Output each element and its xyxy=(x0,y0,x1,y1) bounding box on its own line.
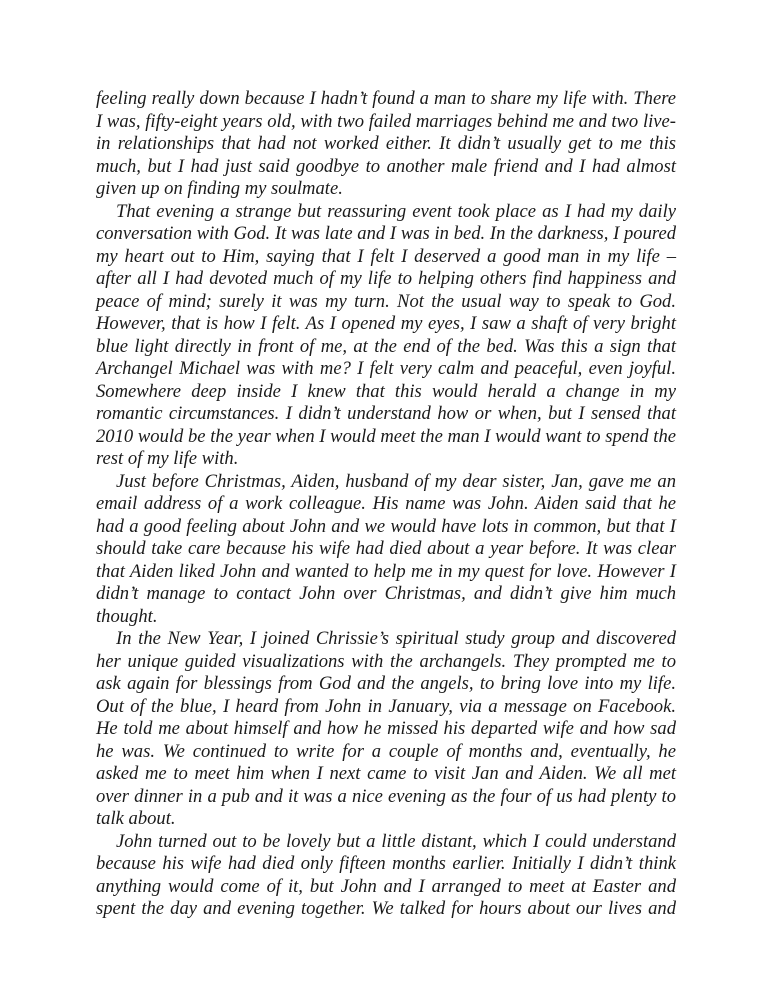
page-body xyxy=(96,88,676,921)
paragraph-3: Just before Christmas, Aiden, husband of my dear sister, Jan, gave me an email address of a work colleague. His name was John. Aiden said that he had a good feeling about John and we would have lots in common, but that I should take care because his wife had died about a year before. It was clear that Aiden liked John and wanted to help me in my quest for love. However I didn’t manage to contact John over Christmas, and didn’t give him much thought. xyxy=(96,470,676,627)
paragraph-4: In the New Year, I joined Chrissie’s spiritual study group and discovered her unique guided visualizations with the archangels. They prompted me to ask again for blessings from God and the angels, to bring love into my life. Out of the blue, I heard from John in January, via a message on Facebook. He told me about himself and how he missed his departed wife and how sad he was. We continued to write for a couple of months and, eventually, he asked me to meet him when I next came to visit Jan and Aiden. We all met over dinner in a pub and it was a nice evening as the four of us had plenty to talk about. xyxy=(96,628,676,829)
paragraph-2: That evening a strange but reassuring event took place as I had my daily conversation with God. It was late and I was in bed. In the darkness, I poured my heart out to Him, saying that I felt I deserved a good man in my life – after all I had devoted much of my life to helping others find happiness and peace of mind; surely it was my turn. Not the usual way to speak to God. However, that is how I felt. As I opened my eyes, I saw a shaft of very bright blue light directly in front of me, at the end of the bed. Was this a sign that Archangel Michael was with me? I felt very calm and peaceful, even joyful. Somewhere deep inside I knew that this would herald a change in my romantic circumstances. I didn’t understand how or when, but I sensed that 2010 would be the year when I would meet the man I would want to spend the rest of my life with. xyxy=(96,200,676,469)
paragraph-5: John turned out to be lovely but a little distant, which I could understand because his wife had died only fifteen months earlier. Initially I didn’t think anything would come of it, but John and I arranged to meet at Easter and spent the day and evening together. We talked for hours about our lives and xyxy=(96,830,676,919)
paragraph-1: feeling really down because I hadn’t found a man to share my life with. There I was, fifty-eight years old, with two failed marriages behind me and two live-in relationships that had not worked either. It didn’t usually get to me this much, but I had just said goodbye to another male friend and I had almost given up on finding my soulmate. xyxy=(96,88,676,199)
